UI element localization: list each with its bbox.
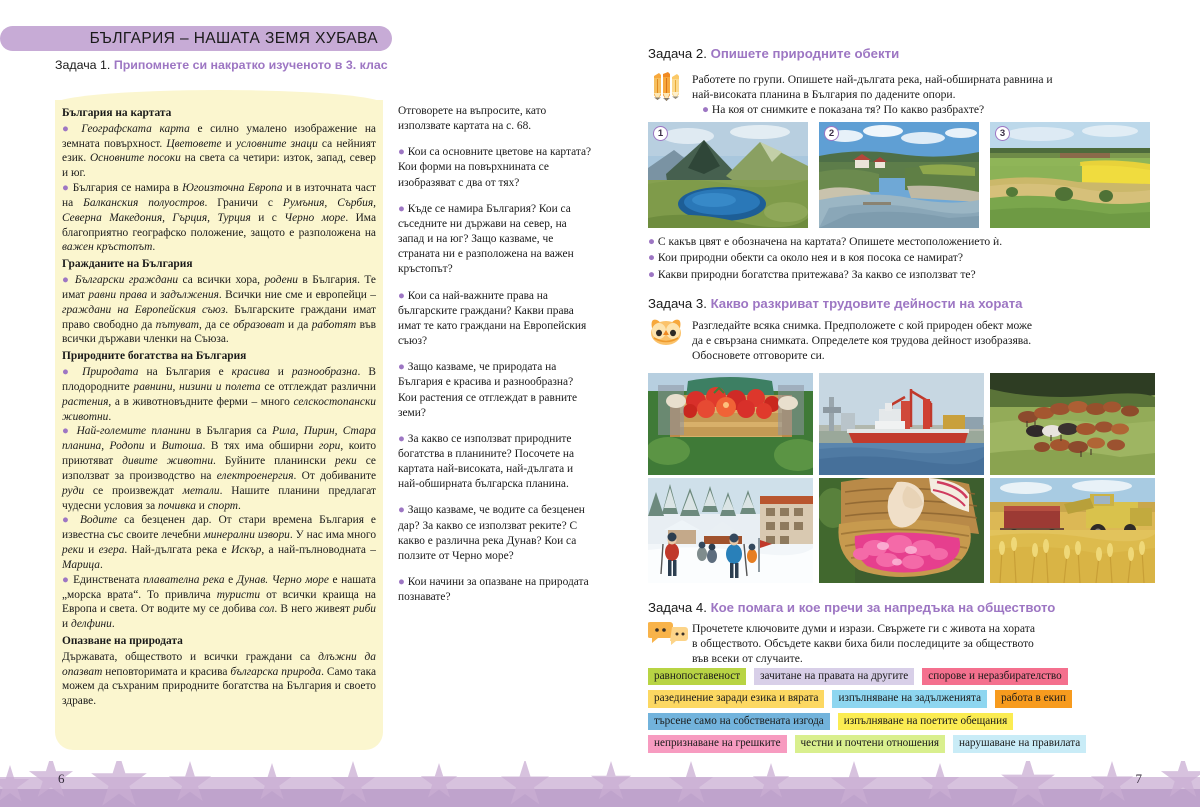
task4-heading: [648, 600, 1055, 615]
section-heading: Гражданите на България: [62, 258, 193, 271]
task1-heading: [55, 58, 388, 72]
task2-topic: Опишете природните обекти: [710, 46, 900, 61]
mountain-lake-photo: [648, 122, 808, 228]
task3-note-line: Обосновете отговорите си.: [692, 349, 825, 363]
wheat-harvest-photo: [990, 478, 1155, 583]
page-title: БЪЛГАРИЯ – НАШАТА ЗЕМЯ ХУБАВА: [89, 29, 378, 47]
task1-label: Задача 1.: [55, 58, 111, 72]
task2-note-bullet: ● На коя от снимките е показана тя? По какво разбрахте?: [702, 103, 985, 117]
section-heading: Опазване на природата: [62, 634, 183, 647]
question-item: ● За какво се използват природните богатства в планините? Посочете на картата най-високата, най-дългата и най-обширната българска планина.: [398, 432, 575, 491]
task2-note-line: най-високата планина в България по дадените опори.: [692, 88, 956, 102]
photo-number: 3: [995, 126, 1010, 141]
keyword-tag[interactable]: честни и почтени отношения: [795, 735, 945, 752]
section-heading: България на картата: [62, 107, 172, 119]
task2-label: Задача 2.: [648, 46, 707, 61]
page-title-pill: [0, 26, 392, 51]
keyword-tag[interactable]: нарушаване на правилата: [953, 735, 1086, 752]
tomato-crate-photo: [648, 373, 813, 475]
task2-note-line: Работете по групи. Опишете най-дългата река, най-обширната равнина и: [692, 73, 1053, 86]
paragraph: ● Водите са безценен дар. От стари времена България е известна със своите лечебни минерални извори. У нас има много реки и езера. Най-дългата река е Искър, а най-пълноводната – Марица.: [62, 514, 377, 571]
lesson-text-column: [62, 104, 376, 709]
paragraph: ● Най-големите планини в България са Рила, Пирин, Стара планина, Родопи и Витоша. В тях има обширни гори, които приютяват дивите животни. Буйните планински реки се използват за производство на електроенергия. От добиваните руди се произвеждат метали. Нашите планини предлагат чудесни условия за почивка и спорт.: [62, 425, 377, 512]
task3-heading: [648, 296, 1023, 311]
keyword-tag[interactable]: работа в екип: [995, 690, 1072, 707]
task3-note: [692, 318, 1168, 363]
page-number-left: 6: [58, 771, 65, 786]
questions-intro: Отговорете на въпросите, като използвате картата на с. 68.: [398, 105, 547, 133]
bullet-item: ● Кои природни обекти са около нея и в коя посока се намират?: [648, 251, 964, 265]
photo-number: 1: [653, 126, 668, 141]
task4-note: [692, 621, 1168, 666]
question-item: ● Кои начини за опазване на природата познавате?: [398, 576, 589, 604]
keyword-tag[interactable]: непризнаване на грешките: [648, 735, 787, 752]
task3-topic: Какво разкриват трудовите дейности на хората: [710, 296, 1023, 311]
paragraph: ● Единствената плавателна река е Дунав. Черно море е нашата „морска врата“. То привлича туристи от всички краища на Европа и света. От водите му се добива сол. В него живеят риби и делфини.: [62, 573, 376, 631]
paragraph: ● Природата на България е красива и разнообразна. В плодородните равнини, низини и полета се отглеждат различни растения, а в животновъдните ферми – много селскостопански животни.: [62, 366, 376, 423]
task4-note-line: Прочетете ключовите думи и изрази. Свържете ги с живота на хората: [692, 622, 1036, 635]
task4-topic: Кое помага и кое пречи за напредъка на обществото: [710, 600, 1056, 615]
bullet-item: ● С какъв цвят е обозначена на картата? Опишете местоположението ѝ.: [648, 235, 1003, 248]
question-item: ● Защо казваме, че водите са безценен дар? За какво се използват реките? С какво е различна река Дунав? Кои са ползите от Черно море?: [398, 504, 585, 562]
keyword-tag[interactable]: изпълняване на поетите обещания: [838, 713, 1014, 730]
task4-note-line: във всеки от случаите.: [692, 652, 803, 666]
keyword-tag[interactable]: изпълняване на задълженията: [832, 690, 987, 707]
task2-heading: [648, 46, 899, 61]
task2-bullets: [648, 234, 1168, 283]
ski-resort-photo: [648, 478, 813, 583]
decorative-bottom-band: [0, 761, 1200, 807]
speech-bubbles-icon: [648, 618, 682, 648]
page-number-right: 7: [1135, 771, 1142, 786]
task4-note-line: в обществото. Обсъдете какви биха били последиците за обществото: [692, 637, 1034, 651]
river-valley-photo: [819, 122, 979, 228]
port-ship-photo: [819, 373, 984, 475]
task3-label: Задача 3.: [648, 296, 707, 311]
farmland-fields-photo: [990, 122, 1150, 228]
keyword-tag-list: [648, 668, 1156, 753]
paragraph: ● Географската карта е силно умалено изображение на земната повърхност. Цветовете и условните знаци са нейният език. Основните посоки на света са четири: изток, запад, север и юг.: [62, 122, 376, 180]
right-page: [610, 0, 1200, 760]
task3-note-line: да е свързана снимката. Определете коя трудова дейност изобразява.: [692, 334, 1032, 348]
question-item: ● Кои са основните цветове на картата? Кои форми на повърхнината се изобразяват с два от тях?: [398, 146, 592, 189]
owl-icon: [648, 314, 682, 344]
keyword-tag[interactable]: равнопоставеност: [648, 668, 746, 685]
task3-note-line: Разгледайте всяка снимка. Предположете с кой природен обект може: [692, 319, 1033, 332]
paragraph: ● Български граждани са всички хора, родени в България. Те имат равни права и задължения. Всички ние сме и европейци – граждани на Европейския съюз. Българските граждани имат право свободно да пътуват, да се образоват и да работят във всички държави членки на Съюза.: [62, 274, 377, 346]
task2-note: [692, 72, 1162, 117]
questions-column: [398, 104, 594, 616]
question-item: ● Защо казваме, че природата на България е красива и разнообразна? Кои растения се отглеждат в равните земи?: [398, 361, 578, 419]
keyword-tag[interactable]: зачитане на правата на другите: [754, 668, 914, 685]
task1-topic: Припомнете си накратко изученото в 3. клас: [113, 58, 388, 72]
keyword-tag[interactable]: търсене само на собствената изгода: [648, 713, 830, 730]
paragraph: Държавата, обществото и всички граждани са длъжни да опазват неповторимата и красива българска природа. Само така можем да съхраним природните богатства на България и своето здраве.: [62, 650, 376, 708]
bullet-item: ● Какви природни богатства притежава? За какво се използват те?: [648, 267, 976, 281]
cattle-herd-photo: [990, 373, 1155, 475]
left-page: [0, 0, 610, 760]
photo-number: 2: [824, 126, 839, 141]
keyword-tag[interactable]: разединение заради езика и вярата: [648, 690, 824, 707]
keyword-tag[interactable]: спорове и неразбирателство: [922, 668, 1067, 685]
paragraph: ● България се намира в Югоизточна Европа и в източната част на Балканския полуостров. Граничи с Румъния, Сърбия, Северна Македония, Гърция, Турция и с Черно море. Има благоприятно географско положение, защото е разположена на важен кръстопът.: [62, 182, 376, 254]
question-item: ● Кои са най-важните права на българските граждани? Какви права имат те като граждани на Европейския съюз?: [398, 289, 587, 348]
question-item: ● Къде се намира България? Кои са съседните ни държави на север, на запад и на юг? Защо казваме, че страната ни е разположена на важен кръстопът?: [398, 202, 574, 276]
rose-picking-photo: [819, 478, 984, 583]
task4-label: Задача 4.: [648, 600, 707, 615]
pencils-icon: [650, 70, 684, 100]
section-heading: Природните богатства на България: [62, 350, 247, 363]
